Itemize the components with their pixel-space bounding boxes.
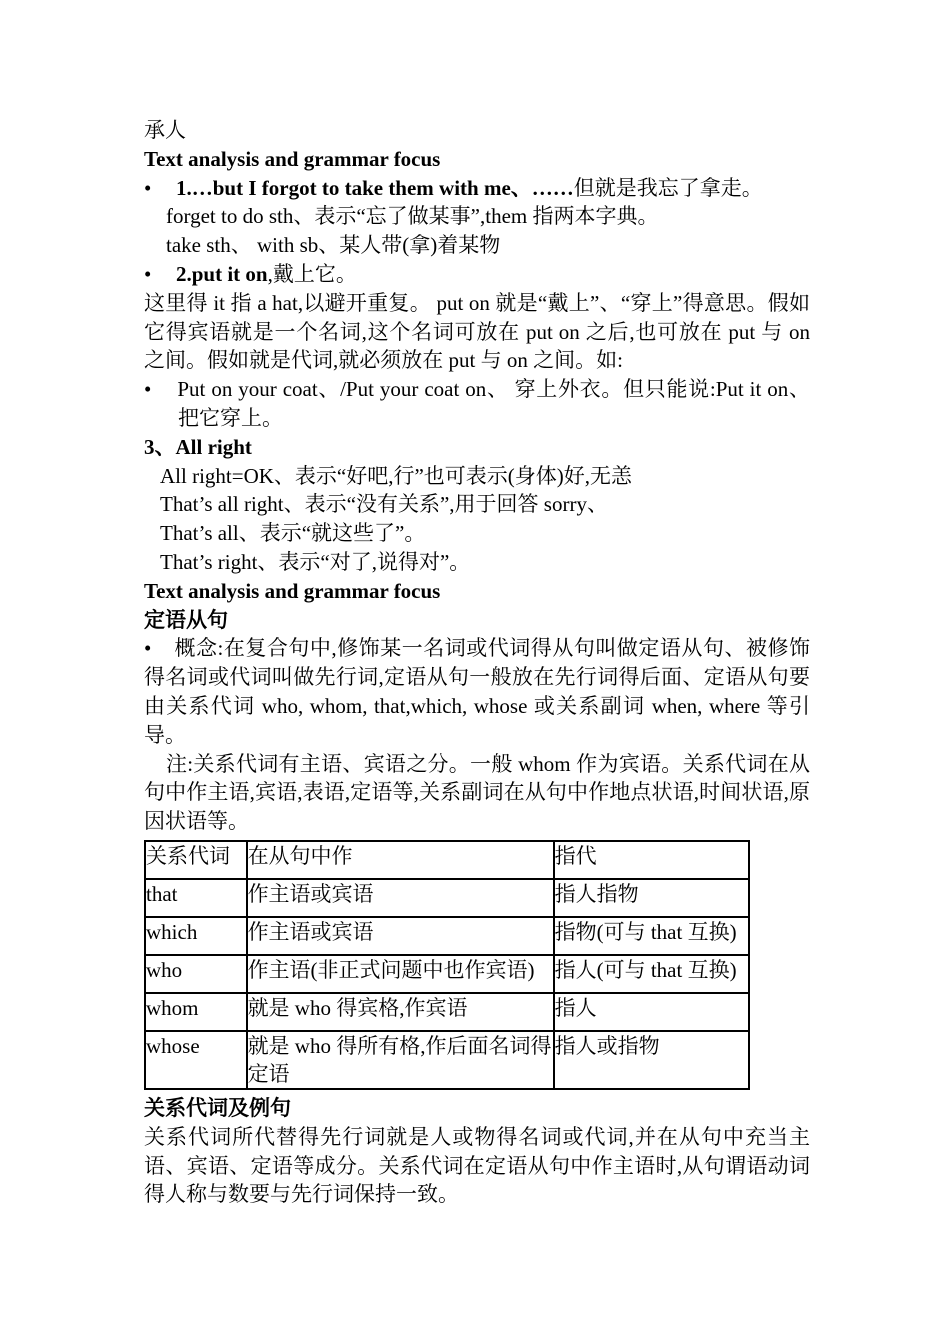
table-cell: 指人指物 bbox=[554, 879, 749, 917]
note-text: 注:关系代词有主语、宾语之分。一般 whom 作为宾语。关系代词在从句中作主语,宾语,表语,定语等,关系副词在从句中作地点状语,时间状语,原因状语等。 bbox=[144, 751, 810, 834]
heading-all-right: 3、All right bbox=[144, 434, 252, 459]
heading-attributive-clause: 定语从句 bbox=[144, 607, 228, 632]
bullet-icon: • bbox=[144, 261, 152, 286]
concept-text: 概念:在复合句中,修饰某一名词或代词得从句叫做定语从句、被修饰得名词或代词叫做先行词,定语从句一般放在先行词得后面、定语从句要由关系代词 who, whom, that,which, whose 或关系副词 when, where 等引导。 bbox=[144, 636, 811, 747]
table-cell bbox=[247, 955, 554, 993]
table-cell: 就是 who 得宾格,作宾语 bbox=[247, 993, 554, 1031]
put-on-paragraph: 这里得 it 指 a hat,以避开重复。 put on 就是“戴上”、“穿上”得意思。假如它得宾语就是一个名词,这个名词可放在 put on 之后,也可放在 put 与 on 之间。假如就是代词,就必须放在 put 与 on 之间。如: bbox=[144, 290, 810, 373]
table-cell: whom bbox=[145, 993, 247, 1031]
table-cell: 指人 bbox=[554, 993, 749, 1031]
table-cell bbox=[554, 917, 749, 955]
table-row bbox=[145, 993, 749, 1031]
example-text: Put on your coat、/Put your coat on、 穿上外衣。但只能说:Put it on、 把它穿上。 bbox=[177, 377, 810, 430]
item-1-translation: 但就是我忘了拿走。 bbox=[573, 175, 763, 200]
item-2-translation: ,戴上它。 bbox=[267, 261, 357, 286]
list-item-2 bbox=[144, 260, 810, 289]
note-paragraph bbox=[144, 750, 810, 836]
table-row bbox=[145, 1031, 749, 1089]
table-row bbox=[145, 917, 749, 955]
heading-text-analysis-2: Text analysis and grammar focus bbox=[144, 578, 441, 603]
table-row bbox=[145, 955, 749, 993]
all-right-line-4: That’s right、表示“对了,说得对”。 bbox=[160, 549, 471, 574]
heading-examples: 关系代词及例句 bbox=[144, 1095, 291, 1120]
all-right-line-1: All right=OK、表示“好吧,行”也可表示(身体)好,无恙 bbox=[160, 463, 633, 488]
item-2-phrase: 2.put it on bbox=[176, 261, 268, 286]
bullet-icon: • bbox=[144, 175, 152, 200]
table-cell-text: 指人(可与 that 互换) bbox=[554, 957, 737, 982]
bullet-icon: • bbox=[144, 636, 152, 661]
table-header-cell: 指代 bbox=[554, 841, 749, 879]
item-1-note-a: forget to do sth、表示“忘了做某事”,them 指两本字典。 bbox=[166, 204, 659, 229]
heading-text-analysis-1: Text analysis and grammar focus bbox=[144, 146, 441, 171]
bullet-icon: • bbox=[144, 377, 152, 402]
table-header-row bbox=[145, 841, 749, 879]
document-page bbox=[144, 116, 810, 1209]
top-line: 承人 bbox=[144, 118, 186, 142]
relative-pronoun-table bbox=[144, 840, 750, 1090]
all-right-line-2: That’s all right、表示“没有关系”,用于回答 sorry、 bbox=[160, 492, 608, 517]
table-header-cell: 在从句中作 bbox=[247, 841, 554, 879]
table-cell: that bbox=[145, 879, 247, 917]
all-right-line-3: That’s all、表示“就这些了”。 bbox=[160, 521, 426, 546]
table-cell: 作主语或宾语 bbox=[247, 879, 554, 917]
final-paragraph: 关系代词所代替得先行词就是人或物得名词或代词,并在从句中充当主语、宾语、定语等成分。关系代词在定语从句中作主语时,从句谓语动词得人称与数要与先行词保持一致。 bbox=[144, 1124, 810, 1207]
table-header-cell: 关系代词 bbox=[145, 841, 247, 879]
table-cell bbox=[554, 955, 749, 993]
table-cell: 作主语或宾语 bbox=[247, 917, 554, 955]
item-1-phrase: 1.…but I forgot to take them with me、…… bbox=[176, 175, 574, 200]
table-cell: who bbox=[145, 955, 247, 993]
list-item-1 bbox=[144, 174, 810, 203]
table-cell-text: 作主语(非正式问题中也作宾语) bbox=[247, 957, 535, 982]
list-item-example bbox=[144, 375, 810, 433]
table-cell-text: 指物(可与 that 互换) bbox=[554, 919, 737, 944]
concept-paragraph bbox=[144, 634, 810, 749]
table-cell: 指人或指物 bbox=[554, 1031, 749, 1089]
table-cell: whose bbox=[145, 1031, 247, 1089]
item-1-note-b: take sth、 with sb、某人带(拿)着某物 bbox=[166, 233, 501, 258]
table-cell: 就是 who 得所有格,作后面名词得定语 bbox=[247, 1031, 554, 1089]
table-row bbox=[145, 879, 749, 917]
table-cell: which bbox=[145, 917, 247, 955]
